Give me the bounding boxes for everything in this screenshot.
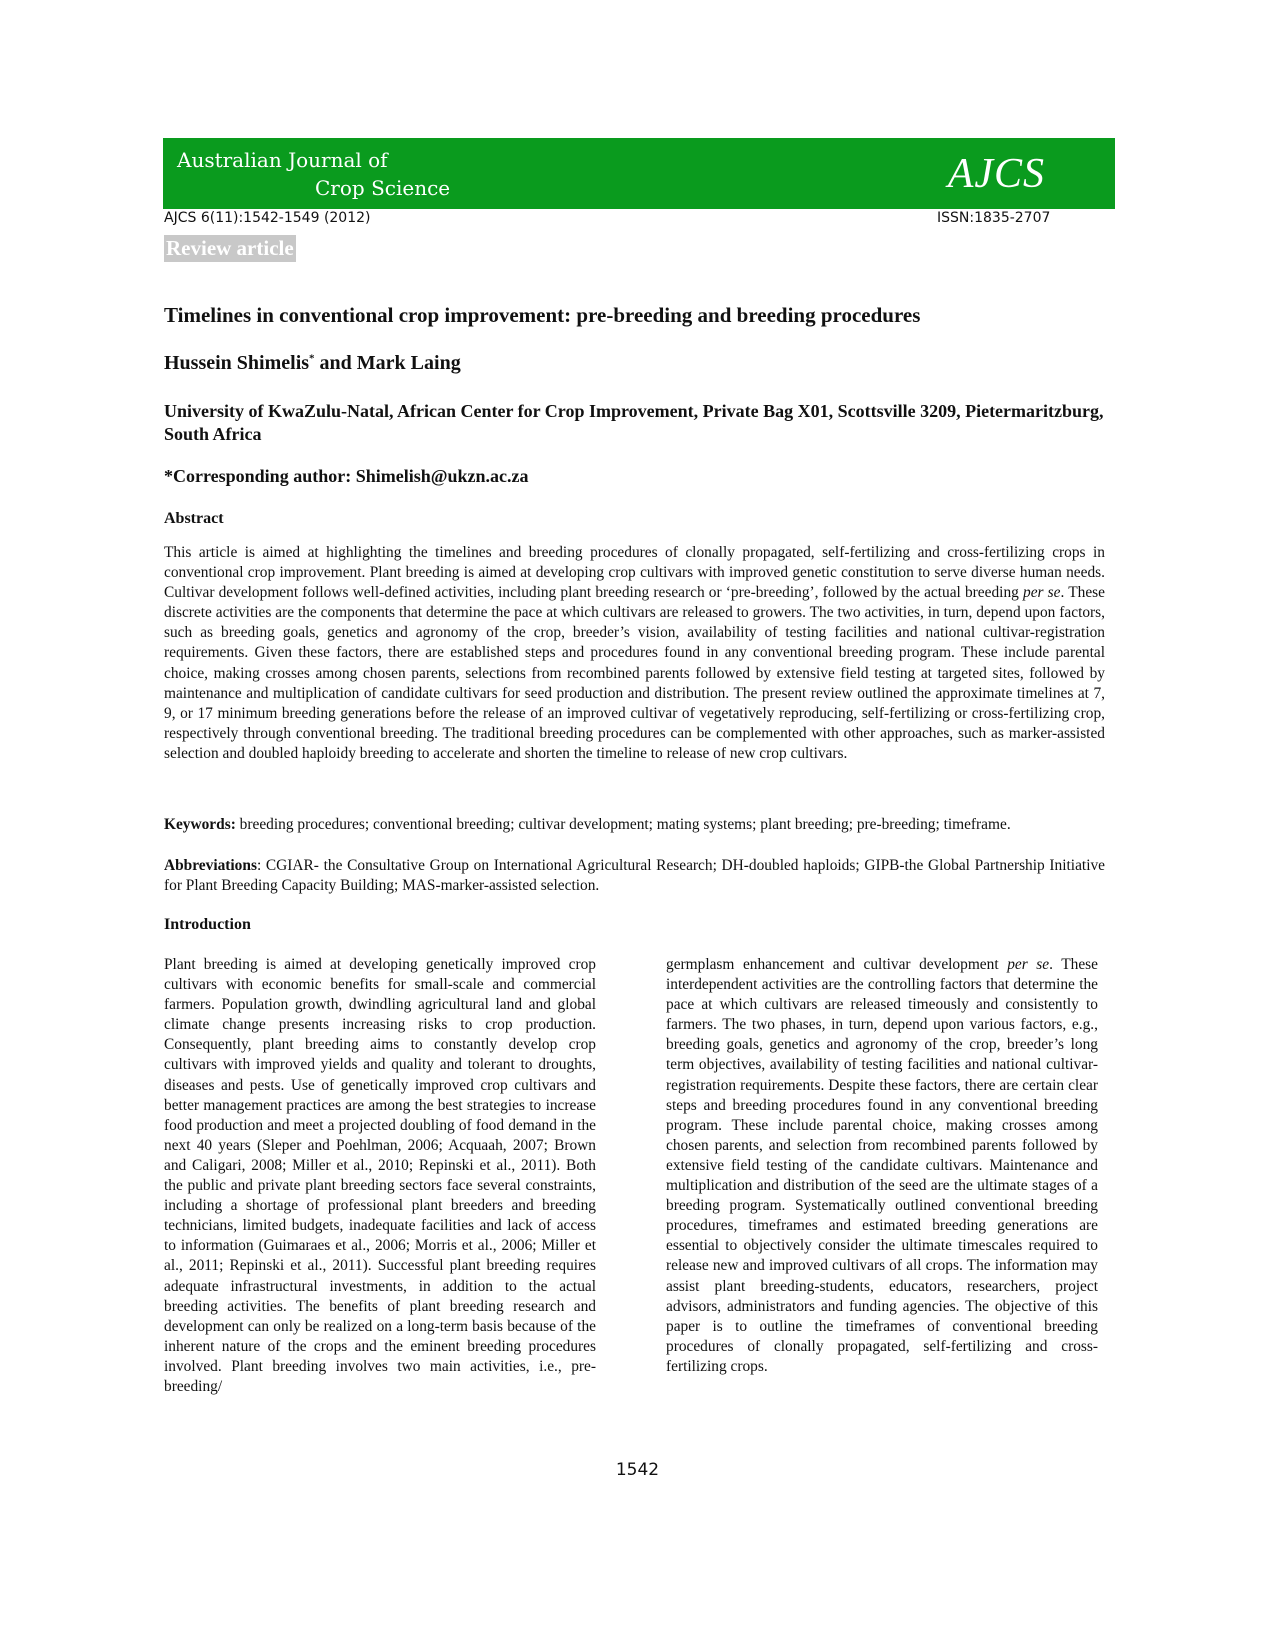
journal-name-line1: Australian Journal of <box>177 148 388 172</box>
introduction-heading: Introduction <box>164 916 251 933</box>
keywords <box>164 815 1105 835</box>
paper-title: Timelines in conventional crop improvement: pre-breeding and breeding procedures <box>164 303 921 327</box>
abstract-text-2: . These discrete activities are the components that determine the pace at which cultivars are released to growers. The two activities, in turn, depend upon factors, such as breeding goals, genetics and agronomy of the crop, breeder’s vision, availability of testing facilities and national cultivar-registration requirements. Given these factors, there are established steps and procedures found in any conventional breeding program. These include parental choice, making crosses among chosen parents, selections from recombined parents followed by extensive field testing at targeted sites, followed by maintenance and multiplication of candidate cultivars for seed production and distribution. The present review outlined the approximate timelines at 7, 9, or 17 minimum breeding generations before the release of an improved cultivar of vegetatively reproducing, self-fertilizing or cross-fertilizing crop, respectively through conventional breeding. The traditional breeding procedures can be complemented with other approaches, such as marker-assisted selection and doubled haploidy breeding to accelerate and shorten the timeline to release of new crop cultivars. <box>164 584 1106 762</box>
page-number: 1542 <box>615 1460 660 1480</box>
journal-name-line2: Crop Science <box>315 176 451 200</box>
abbreviations <box>164 856 1105 896</box>
abstract-body <box>164 543 1105 764</box>
journal-logo: AJCS <box>947 151 1045 197</box>
article-type-badge: Review article <box>166 236 294 260</box>
citation-info: AJCS 6(11):1542-1549 (2012) <box>164 210 371 226</box>
intro-right-text-1: germplasm enhancement and cultivar development <box>666 956 1008 973</box>
author-secondary: and Mark Laing <box>314 352 461 374</box>
abbreviations-label: Abbreviations <box>164 857 257 874</box>
corresponding-author: *Corresponding author: Shimelish@ukzn.ac.za <box>164 466 529 486</box>
intro-right-italic: per se <box>1007 956 1050 973</box>
keywords-label: Keywords: <box>164 816 236 833</box>
intro-right-text-2: . These interdependent activities are the controlling factors that determine the pace at which cultivars are released timeously and consistently to farmers. The two phases, in turn, depend upon various factors, e.g., breeding goals, genetics and agronomy of the crop, breeder’s long term objectives, availability of testing facilities and national cultivar-registration requirements. Despite these factors, there are certain clear steps and breeding procedures found in any conventional breeding program. These include parental choice, making crosses among chosen parents, and selection from recombined parents followed by extensive field testing of the candidate cultivars. Maintenance and multiplication and distribution of the seed are the ultimate stages of a breeding program. Systematically outlined conventional breeding procedures, timeframes and estimated breeding generations are essential to objectively consider the ultimate timescales required to release new and improved cultivars of all crops. The information may assist plant breeding-students, educators, researchers, project advisors, administrators and funding agencies. The objective of this paper is to outline the timeframes of conventional breeding procedures of clonally propagated, self-fertilizing and cross-fertilizing crops. <box>666 956 1099 1375</box>
abstract-heading: Abstract <box>164 510 224 527</box>
author-list <box>164 352 461 375</box>
abstract-italic: per se <box>1023 584 1061 602</box>
abstract-text-1: This article is aimed at highlighting the timelines and breeding procedures of clonally propagated, self-fertilizing and cross-fertilizing crops in conventional crop improvement. Plant breeding is aimed at developing crop cultivars with improved genetic constitution to serve diverse human needs. Cultivar development follows well-defined activities, including plant breeding research or ‘pre-breeding’, followed by the actual breeding <box>164 544 1105 602</box>
affiliation: University of KwaZulu-Natal, African Center for Crop Improvement, Private Bag X01, Scottsville 3209, Pietermaritzburg, South Africa <box>164 401 1104 444</box>
issn-info: ISSN:1835-2707 <box>937 210 1051 226</box>
journal-banner <box>163 138 1115 209</box>
introduction-column-left: Plant breeding is aimed at developing genetically improved crop cultivars with economic benefits for small-scale and commercial farmers. Population growth, dwindling agricultural land and global climate change presents increasing risks to crop production. Consequently, plant breeding aims to constantly develop crop cultivars with improved yields and quality and tolerant to droughts, diseases and pests. Use of genetically improved crop cultivars and better management practices are among the best strategies to increase food production and meet a projected doubling of food demand in the next 40 years (Sleper and Poehlman, 2006; Acquaah, 2007; Brown and Caligari, 2008; Miller et al., 2010; Repinski et al., 2011). Both the public and private plant breeding sectors face several constraints, including a shortage of professional plant breeders and breeding technicians, limited budgets, inadequate facilities and lack of access to information (Guimaraes et al., 2006; Morris et al., 2006; Miller et al., 2011; Repinski et al., 2011). Successful plant breeding requires adequate infrastructural investments, in addition to the actual breeding activities. The benefits of plant breeding research and development can only be realized on a long-term basis because of the inherent nature of the crops and the eminent breeding procedures involved. Plant breeding involves two main activities, i.e., pre-breeding/ <box>164 956 596 1395</box>
introduction-column-right <box>666 955 1098 1377</box>
keywords-text: breeding procedures; conventional breeding; cultivar development; mating systems; plant breeding; pre-breeding; timeframe. <box>235 816 1011 833</box>
author-primary: Hussein Shimelis <box>164 352 310 374</box>
corresponding-mark: * <box>309 352 315 365</box>
abbreviations-text: : CGIAR- the Consultative Group on International Agricultural Research; DH-doubled haploids; GIPB-the Global Partnership Initiative for Plant Breeding Capacity Building; MAS-marker-assisted selection. <box>164 857 1105 895</box>
